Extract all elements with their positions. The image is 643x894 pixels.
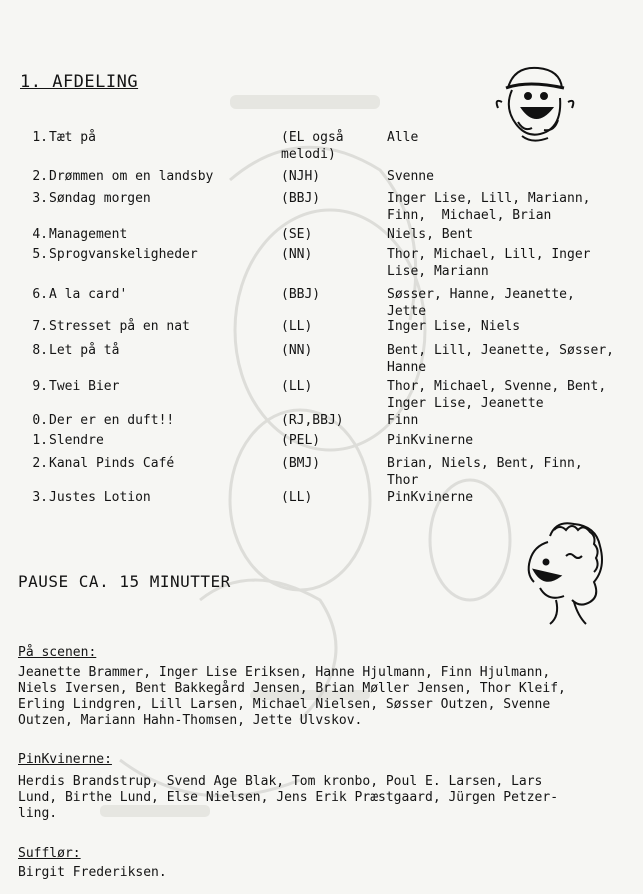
act-item-number: 3. <box>32 191 48 206</box>
act-item-author-code: (LL) <box>281 319 313 334</box>
act-item-cast: Bent, Lill, Jeanette, Søsser, Hanne <box>387 343 614 375</box>
act-item-number: 9. <box>32 379 48 394</box>
laughing-woman-cartoon-icon <box>520 516 606 628</box>
act-item-cast: PinKvinerne <box>387 490 474 505</box>
act-item-number: 7. <box>32 319 48 334</box>
act-item-cast: Svenne <box>387 169 434 184</box>
act-item-cast: Thor, Michael, Svenne, Bent, Inger Lise, Jeanette <box>387 379 607 411</box>
act-item-title: Management <box>49 227 128 242</box>
pause-heading: PAUSE CA. 15 MINUTTER <box>18 572 231 591</box>
act-item-author-code: (BBJ) <box>281 191 321 206</box>
act-item-title: Søndag morgen <box>49 191 151 206</box>
act-item-author-code: (RJ,BBJ) <box>281 413 344 428</box>
act-item-title: Slendre <box>49 433 104 448</box>
act-item-title: Twei Bier <box>49 379 120 394</box>
act-item-cast: Søsser, Hanne, Jeanette, Jette <box>387 287 575 319</box>
act-item-number: 2. <box>32 456 48 471</box>
act-item-title: Justes Lotion <box>49 490 151 505</box>
act-item-cast: Thor, Michael, Lill, Inger Lise, Mariann <box>387 247 591 279</box>
act-item-cast: Inger Lise, Lill, Mariann, Finn, Michael, Brian <box>387 191 591 223</box>
act-item-author-code: (NN) <box>281 343 313 358</box>
credits-label: På scenen: <box>18 645 97 660</box>
credits-names: Herdis Brandstrup, Svend Age Blak, Tom kronbo, Poul E. Larsen, Lars Lund, Birthe Lund, Else Nielsen, Jens Erik Præstgaard, Jürgen Petzer- ling. <box>18 774 559 821</box>
act-item-title: Sprogvanskeligheder <box>49 247 198 262</box>
act-item-author-code: (SE) <box>281 227 313 242</box>
credits-label: PinKvinerne: <box>18 752 112 767</box>
act-item-title: Stresset på en nat <box>49 319 190 334</box>
act-item-cast: Niels, Bent <box>387 227 474 242</box>
act-item-title: Tæt på <box>49 130 96 145</box>
act-item-cast: Finn <box>387 413 419 428</box>
act-item-cast: PinKvinerne <box>387 433 474 448</box>
act-item-author-code: (LL) <box>281 379 313 394</box>
act-item-number: 1. <box>32 433 48 448</box>
act-item-number: 6. <box>32 287 48 302</box>
act-item-author-code: (BMJ) <box>281 456 321 471</box>
act-item-author-code: (BBJ) <box>281 287 321 302</box>
act-item-title: Kanal Pinds Café <box>49 456 175 471</box>
act-item-number: 1. <box>32 130 48 145</box>
act-item-number: 3. <box>32 490 48 505</box>
act-item-title: Let på tå <box>49 343 120 358</box>
credits-label: Sufflør: <box>18 846 81 861</box>
act-heading: 1. AFDELING <box>20 72 139 92</box>
act-item-author-code: (LL) <box>281 490 313 505</box>
act-item-cast: Alle <box>387 130 419 145</box>
act-item-title: Drømmen om en landsby <box>49 169 214 184</box>
act-item-number: 4. <box>32 227 48 242</box>
act-item-title: Der er en duft!! <box>49 413 175 428</box>
act-item-cast: Inger Lise, Niels <box>387 319 521 334</box>
act-item-author-code: (EL også melodi) <box>281 130 344 162</box>
act-item-number: 0. <box>32 413 48 428</box>
act-item-number: 2. <box>32 169 48 184</box>
act-item-cast: Brian, Niels, Bent, Finn, Thor <box>387 456 583 488</box>
act-item-number: 8. <box>32 343 48 358</box>
credits-names: Jeanette Brammer, Inger Lise Eriksen, Hanne Hjulmann, Finn Hjulmann, Niels Iversen, Bent Bakkegård Jensen, Brian Møller Jensen, Thor Kleif, Erling Lindgren, Lill Larsen, Michael Nielsen, Søsser Outzen, Svenne Outzen, Mariann Hahn-Thomsen, Jette Ulvskov. <box>18 665 566 728</box>
act-item-author-code: (NJH) <box>281 169 321 184</box>
act-item-number: 5. <box>32 247 48 262</box>
credits-names: Birgit Frederiksen. <box>18 865 167 880</box>
act-item-title: A la card' <box>49 287 128 302</box>
act-item-author-code: (NN) <box>281 247 313 262</box>
act-item-author-code: (PEL) <box>281 433 321 448</box>
